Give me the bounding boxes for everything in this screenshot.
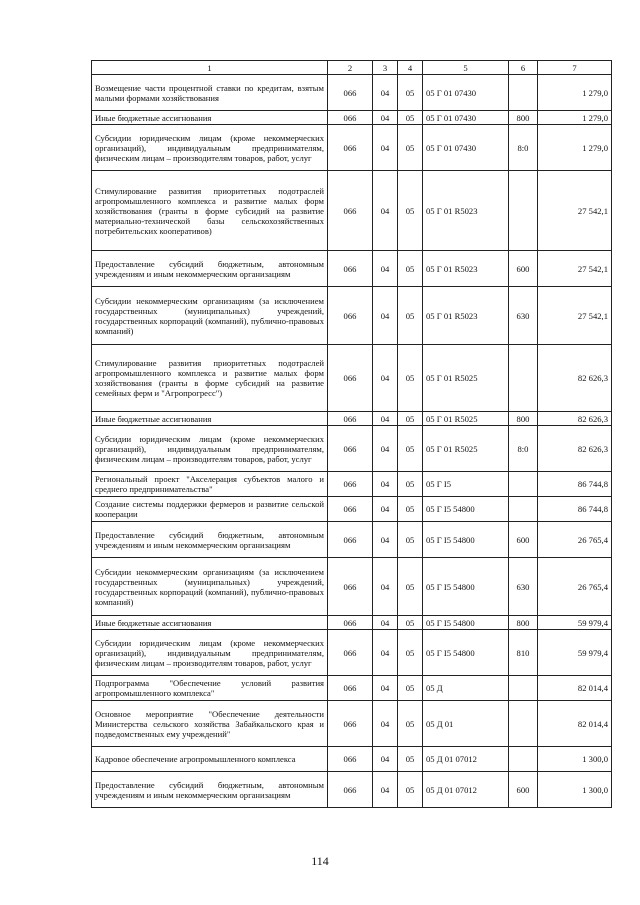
row-expense-type-cell: 800: [509, 111, 538, 125]
header-cell-7: 7: [538, 61, 612, 75]
row-amount-cell: 82 626,3: [538, 412, 612, 426]
row-expense-type-cell: 600: [509, 772, 538, 808]
row-subsection-cell: 05: [398, 630, 423, 676]
page-number: 114: [311, 854, 329, 868]
row-amount-cell: 82 014,4: [538, 676, 612, 701]
header-cell-2: 2: [328, 61, 373, 75]
row-subsection-cell: 05: [398, 171, 423, 251]
table-row: [92, 616, 612, 630]
row-amount-cell: 86 744,8: [538, 472, 612, 497]
row-grbs-cell: 066: [328, 111, 373, 125]
row-grbs-cell: 066: [328, 558, 373, 616]
row-amount-cell: 82 626,3: [538, 345, 612, 412]
row-section-cell: 04: [373, 472, 398, 497]
row-target-article-cell: 05 Г 01 R5023: [423, 287, 509, 345]
row-name-cell: Возмещение части процентной ставки по кредитам, взятым малыми формами хозяйствования: [92, 75, 328, 111]
table-row: [92, 75, 612, 111]
row-grbs-cell: 066: [328, 630, 373, 676]
row-section-cell: 04: [373, 426, 398, 472]
table-row: [92, 497, 612, 522]
row-subsection-cell: 05: [398, 111, 423, 125]
row-name-cell: Стимулирование развития приоритетных подотраслей агропромышленного комплекса и развитие малых форм хозяйствования (гранты в форме субсидий на развитие материально-технической базы сельскохозяйственных потребительских кооперативов): [92, 171, 328, 251]
row-grbs-cell: 066: [328, 251, 373, 287]
table-row: [92, 630, 612, 676]
header-cell-5: 5: [423, 61, 509, 75]
row-target-article-cell: 05 Г 01 07430: [423, 75, 509, 111]
row-grbs-cell: 066: [328, 616, 373, 630]
row-subsection-cell: 05: [398, 125, 423, 171]
row-expense-type-cell: [509, 497, 538, 522]
row-amount-cell: 82 626,3: [538, 426, 612, 472]
table-row: [92, 426, 612, 472]
row-target-article-cell: 05 Г 01 R5025: [423, 426, 509, 472]
table-row: [92, 676, 612, 701]
row-name-cell: Субсидии юридическим лицам (кроме некоммерческих организаций), индивидуальным предпринимателям, физическим лицам – производителям товаров, работ, услуг: [92, 125, 328, 171]
row-subsection-cell: 05: [398, 412, 423, 426]
row-grbs-cell: 066: [328, 426, 373, 472]
row-amount-cell: 59 979,4: [538, 616, 612, 630]
row-subsection-cell: 05: [398, 558, 423, 616]
row-name-cell: Подпрограмма "Обеспечение условий развития агропромышленного комплекса": [92, 676, 328, 701]
row-target-article-cell: 05 Г I5 54800: [423, 558, 509, 616]
row-expense-type-cell: 800: [509, 616, 538, 630]
header-cell-4: 4: [398, 61, 423, 75]
row-grbs-cell: 066: [328, 497, 373, 522]
row-grbs-cell: 066: [328, 772, 373, 808]
row-name-cell: Субсидии некоммерческим организациям (за исключением государственных (муниципальных) учреждений, государственных корпораций (компаний), публично-правовых компаний): [92, 287, 328, 345]
table-row: [92, 412, 612, 426]
row-subsection-cell: 05: [398, 522, 423, 558]
table-row: [92, 125, 612, 171]
row-grbs-cell: 066: [328, 747, 373, 772]
row-expense-type-cell: 810: [509, 630, 538, 676]
row-target-article-cell: 05 Г I5 54800: [423, 616, 509, 630]
row-name-cell: Кадровое обеспечение агропромышленного комплекса: [92, 747, 328, 772]
row-expense-type-cell: [509, 75, 538, 111]
row-target-article-cell: 05 Г I5 54800: [423, 522, 509, 558]
table-row: [92, 522, 612, 558]
row-expense-type-cell: [509, 747, 538, 772]
row-name-cell: Предоставление субсидий бюджетным, автономным учреждениям и иным некоммерческим организациям: [92, 772, 328, 808]
header-cell-6: 6: [509, 61, 538, 75]
row-grbs-cell: 066: [328, 75, 373, 111]
table-row: [92, 251, 612, 287]
row-subsection-cell: 05: [398, 472, 423, 497]
row-section-cell: 04: [373, 558, 398, 616]
table-row: [92, 287, 612, 345]
row-grbs-cell: 066: [328, 287, 373, 345]
table-body: [92, 61, 612, 808]
row-grbs-cell: 066: [328, 676, 373, 701]
row-grbs-cell: 066: [328, 412, 373, 426]
row-section-cell: 04: [373, 747, 398, 772]
row-amount-cell: 86 744,8: [538, 497, 612, 522]
row-name-cell: Региональный проект "Акселерация субъектов малого и среднего предпринимательства": [92, 472, 328, 497]
row-subsection-cell: 05: [398, 345, 423, 412]
row-target-article-cell: 05 Г 01 R5023: [423, 251, 509, 287]
row-expense-type-cell: 8:0: [509, 125, 538, 171]
row-section-cell: 04: [373, 171, 398, 251]
row-section-cell: 04: [373, 287, 398, 345]
row-target-article-cell: 05 Д 01 07012: [423, 747, 509, 772]
row-name-cell: Иные бюджетные ассигнования: [92, 111, 328, 125]
row-subsection-cell: 05: [398, 426, 423, 472]
row-target-article-cell: 05 Г I5 54800: [423, 497, 509, 522]
row-expense-type-cell: 800: [509, 412, 538, 426]
row-section-cell: 04: [373, 676, 398, 701]
table-row: [92, 111, 612, 125]
row-subsection-cell: 05: [398, 701, 423, 747]
row-section-cell: 04: [373, 630, 398, 676]
row-section-cell: 04: [373, 497, 398, 522]
row-amount-cell: 1 279,0: [538, 111, 612, 125]
row-expense-type-cell: [509, 472, 538, 497]
row-name-cell: Основное мероприятие "Обеспечение деятельности Министерства сельского хозяйства Забайкальского края и подведомственных ему учреждений": [92, 701, 328, 747]
row-expense-type-cell: 8:0: [509, 426, 538, 472]
row-subsection-cell: 05: [398, 772, 423, 808]
row-section-cell: 04: [373, 522, 398, 558]
row-section-cell: 04: [373, 772, 398, 808]
row-target-article-cell: 05 Г 01 07430: [423, 111, 509, 125]
row-expense-type-cell: [509, 701, 538, 747]
row-amount-cell: 27 542,1: [538, 251, 612, 287]
row-subsection-cell: 05: [398, 287, 423, 345]
row-grbs-cell: 066: [328, 125, 373, 171]
row-name-cell: Предоставление субсидий бюджетным, автономным учреждениям и иным некоммерческим организациям: [92, 522, 328, 558]
row-section-cell: 04: [373, 75, 398, 111]
row-target-article-cell: 05 Д 01 07012: [423, 772, 509, 808]
row-amount-cell: 27 542,1: [538, 287, 612, 345]
row-amount-cell: 1 279,0: [538, 125, 612, 171]
row-target-article-cell: 05 Г 01 R5025: [423, 345, 509, 412]
row-expense-type-cell: [509, 345, 538, 412]
row-target-article-cell: 05 Г 01 R5025: [423, 412, 509, 426]
table-header-row: [92, 61, 612, 75]
row-expense-type-cell: 630: [509, 287, 538, 345]
row-target-article-cell: 05 Г 01 R5023: [423, 171, 509, 251]
row-grbs-cell: 066: [328, 171, 373, 251]
row-target-article-cell: 05 Г 01 07430: [423, 125, 509, 171]
row-subsection-cell: 05: [398, 747, 423, 772]
row-name-cell: Субсидии некоммерческим организациям (за исключением государственных (муниципальных) учреждений, государственных корпораций (компаний), публично-правовых компаний): [92, 558, 328, 616]
row-amount-cell: 1 300,0: [538, 747, 612, 772]
row-target-article-cell: 05 Д: [423, 676, 509, 701]
row-expense-type-cell: [509, 171, 538, 251]
row-grbs-cell: 066: [328, 345, 373, 412]
row-name-cell: Иные бюджетные ассигнования: [92, 412, 328, 426]
row-target-article-cell: 05 Г I5: [423, 472, 509, 497]
row-expense-type-cell: [509, 676, 538, 701]
row-name-cell: Иные бюджетные ассигнования: [92, 616, 328, 630]
table-row: [92, 701, 612, 747]
row-section-cell: 04: [373, 345, 398, 412]
table-row: [92, 558, 612, 616]
row-amount-cell: 1 279,0: [538, 75, 612, 111]
row-target-article-cell: 05 Г I5 54800: [423, 630, 509, 676]
row-amount-cell: 27 542,1: [538, 171, 612, 251]
row-section-cell: 04: [373, 412, 398, 426]
row-subsection-cell: 05: [398, 616, 423, 630]
header-cell-1: 1: [92, 61, 328, 75]
table-row: [92, 772, 612, 808]
row-name-cell: Предоставление субсидий бюджетным, автономным учреждениям и иным некоммерческим организациям: [92, 251, 328, 287]
row-name-cell: Создание системы поддержки фермеров и развитие сельской кооперации: [92, 497, 328, 522]
row-amount-cell: 26 765,4: [538, 522, 612, 558]
row-expense-type-cell: 600: [509, 522, 538, 558]
row-subsection-cell: 05: [398, 497, 423, 522]
row-expense-type-cell: 600: [509, 251, 538, 287]
row-amount-cell: 1 300,0: [538, 772, 612, 808]
row-grbs-cell: 066: [328, 522, 373, 558]
table-row: [92, 747, 612, 772]
row-name-cell: Субсидии юридическим лицам (кроме некоммерческих организаций), индивидуальным предпринимателям, физическим лицам – производителям товаров, работ, услуг: [92, 630, 328, 676]
row-section-cell: 04: [373, 616, 398, 630]
row-subsection-cell: 05: [398, 676, 423, 701]
row-section-cell: 04: [373, 701, 398, 747]
budget-table: [91, 60, 612, 808]
row-target-article-cell: 05 Д 01: [423, 701, 509, 747]
row-amount-cell: 26 765,4: [538, 558, 612, 616]
row-name-cell: Субсидии юридическим лицам (кроме некоммерческих организаций), индивидуальным предпринимателям, физическим лицам – производителям товаров, работ, услуг: [92, 426, 328, 472]
row-grbs-cell: 066: [328, 472, 373, 497]
row-section-cell: 04: [373, 251, 398, 287]
row-grbs-cell: 066: [328, 701, 373, 747]
row-amount-cell: 82 014,4: [538, 701, 612, 747]
table-row: [92, 472, 612, 497]
table-row: [92, 171, 612, 251]
row-section-cell: 04: [373, 111, 398, 125]
row-section-cell: 04: [373, 125, 398, 171]
header-cell-3: 3: [373, 61, 398, 75]
row-amount-cell: 59 979,4: [538, 630, 612, 676]
row-subsection-cell: 05: [398, 75, 423, 111]
row-subsection-cell: 05: [398, 251, 423, 287]
table-row: [92, 345, 612, 412]
row-name-cell: Стимулирование развития приоритетных подотраслей агропромышленного комплекса и развитие малых форм хозяйствования (гранты в форме субсидий на развитие семейных ферм и "Агропрогресс"): [92, 345, 328, 412]
row-expense-type-cell: 630: [509, 558, 538, 616]
